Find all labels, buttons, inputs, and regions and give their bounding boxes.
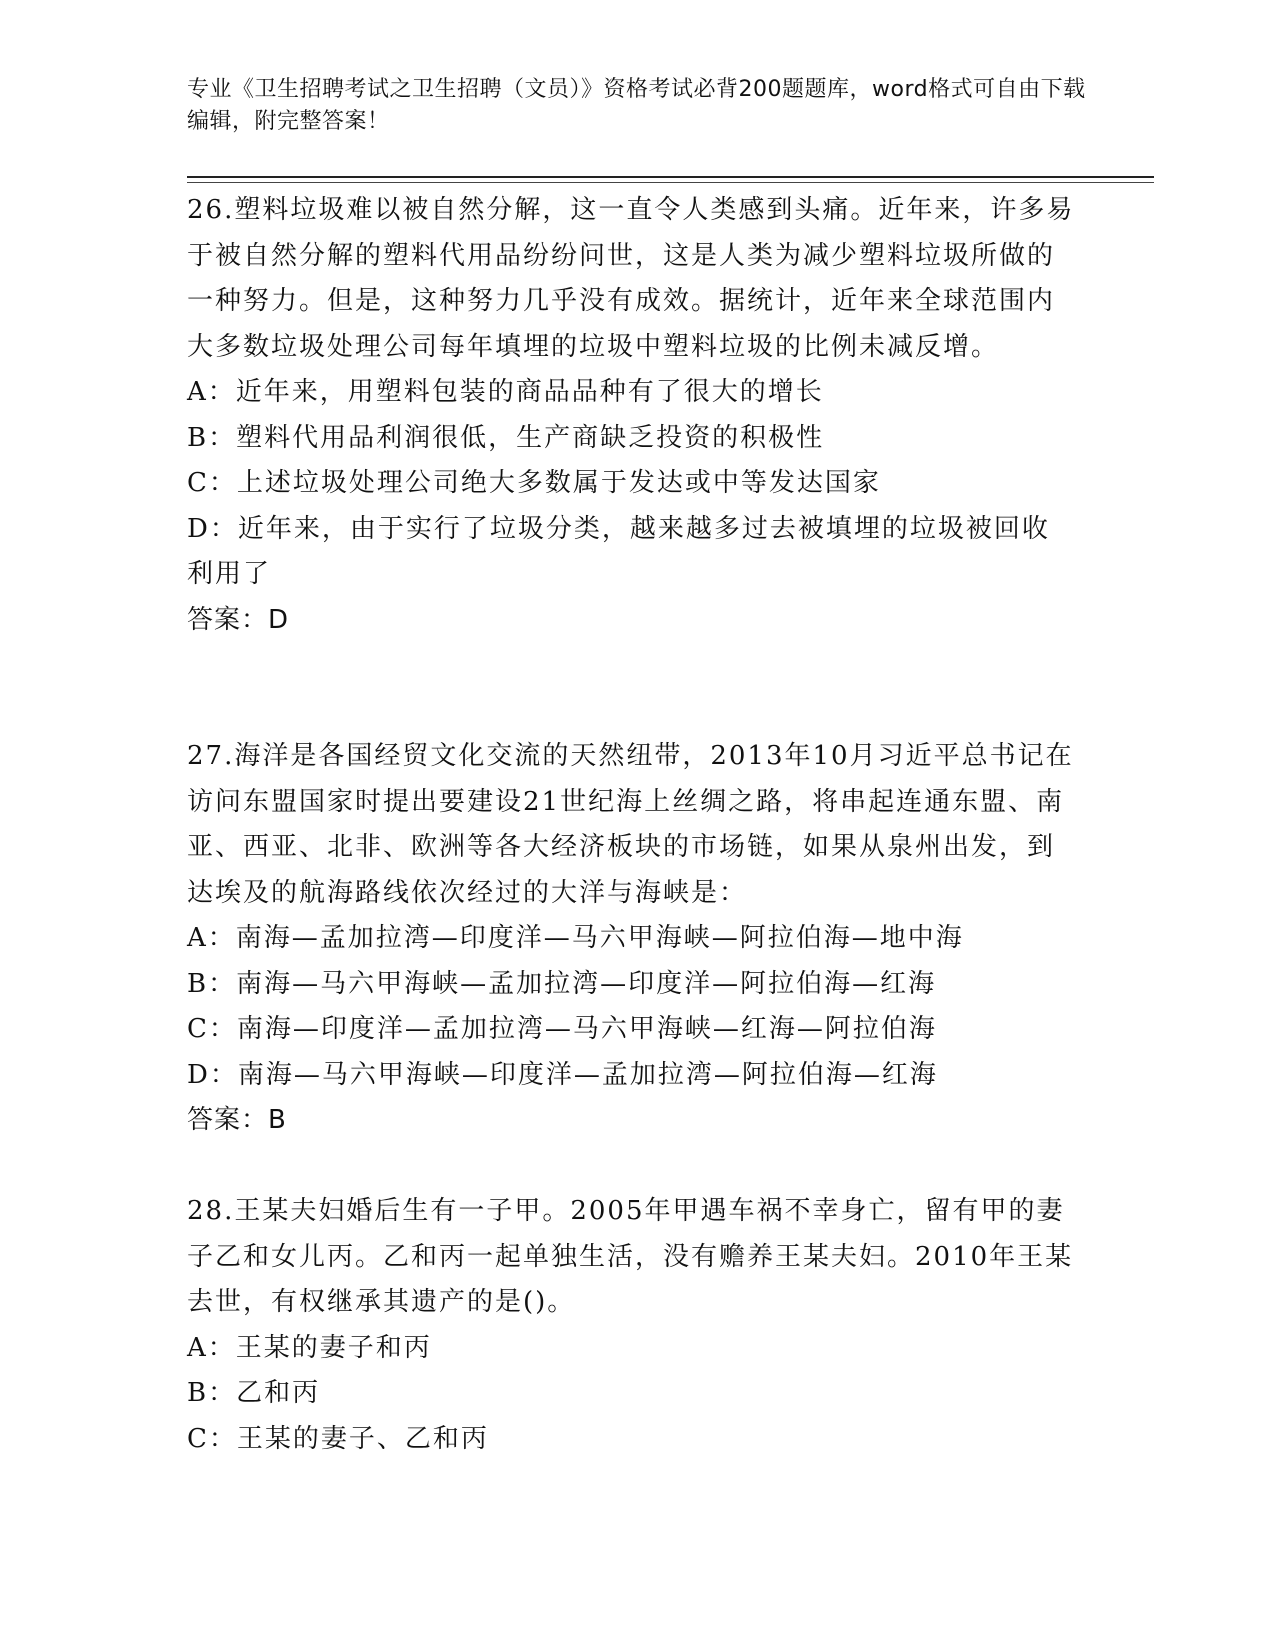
option-b: B：南海—马六甲海峡—孟加拉湾—印度洋—阿拉伯海—红海 (187, 968, 937, 999)
option-d: D：南海—马六甲海峡—印度洋—孟加拉湾—阿拉伯海—红海 (187, 1059, 938, 1090)
option-c: C：王某的妻子、乙和丙 (187, 1423, 489, 1454)
question-stem: 27.海洋是各国经贸文化交流的天然纽带，2013年10月习近平总书记在访问东盟国家时提出要建设21世纪海上丝绸之路，将串起连通东盟、南亚、西亚、北非、欧洲等各大经济板块的市场链，如果从泉州出发，到达埃及的航海路线依次经过的大洋与海峡是： (187, 741, 1074, 908)
option-a: A：王某的妻子和丙 (187, 1332, 432, 1363)
header-divider (187, 176, 1154, 178)
question-28 (187, 1189, 1077, 1462)
question-stem: 26.塑料垃圾难以被自然分解，这一直令人类感到头痛。近年来，许多易于被自然分解的塑料代用品纷纷问世，这是人类为减少塑料垃圾所做的一种努力。但是，这种努力几乎没有成效。据统计，近年来全球范围内大多数垃圾处理公司每年填埋的垃圾中塑料垃圾的比例未减反增。 (187, 195, 1075, 362)
question-26 (187, 188, 1077, 643)
option-b: B：塑料代用品利润很低，生产商缺乏投资的积极性 (187, 422, 825, 453)
option-c: C：上述垃圾处理公司绝大多数属于发达或中等发达国家 (187, 468, 881, 499)
option-a: A：南海—孟加拉湾—印度洋—马六甲海峡—阿拉伯海—地中海 (187, 923, 964, 954)
answer: 答案：B (187, 1105, 287, 1136)
answer: 答案：D (187, 604, 290, 635)
option-c: C：南海—印度洋—孟加拉湾—马六甲海峡—红海—阿拉伯海 (187, 1014, 937, 1045)
question-27 (187, 734, 1077, 1143)
option-d: D：近年来，由于实行了垃圾分类，越来越多过去被填埋的垃圾被回收利用了 (187, 513, 1050, 590)
document-header: 专业《卫生招聘考试之卫生招聘（文员）》资格考试必背200题题库，word格式可自由下载编辑，附完整答案！ (187, 77, 1086, 134)
header-divider-thin (187, 182, 1154, 183)
option-b: B：乙和丙 (187, 1378, 321, 1409)
question-stem: 28.王某夫妇婚后生有一子甲。2005年甲遇车祸不幸身亡，留有甲的妻子乙和女儿丙。乙和丙一起单独生活，没有赡养王某夫妇。2010年王某去世，有权继承其遗产的是()。 (187, 1196, 1074, 1318)
option-a: A：近年来，用塑料包装的商品品种有了很大的增长 (187, 377, 824, 408)
